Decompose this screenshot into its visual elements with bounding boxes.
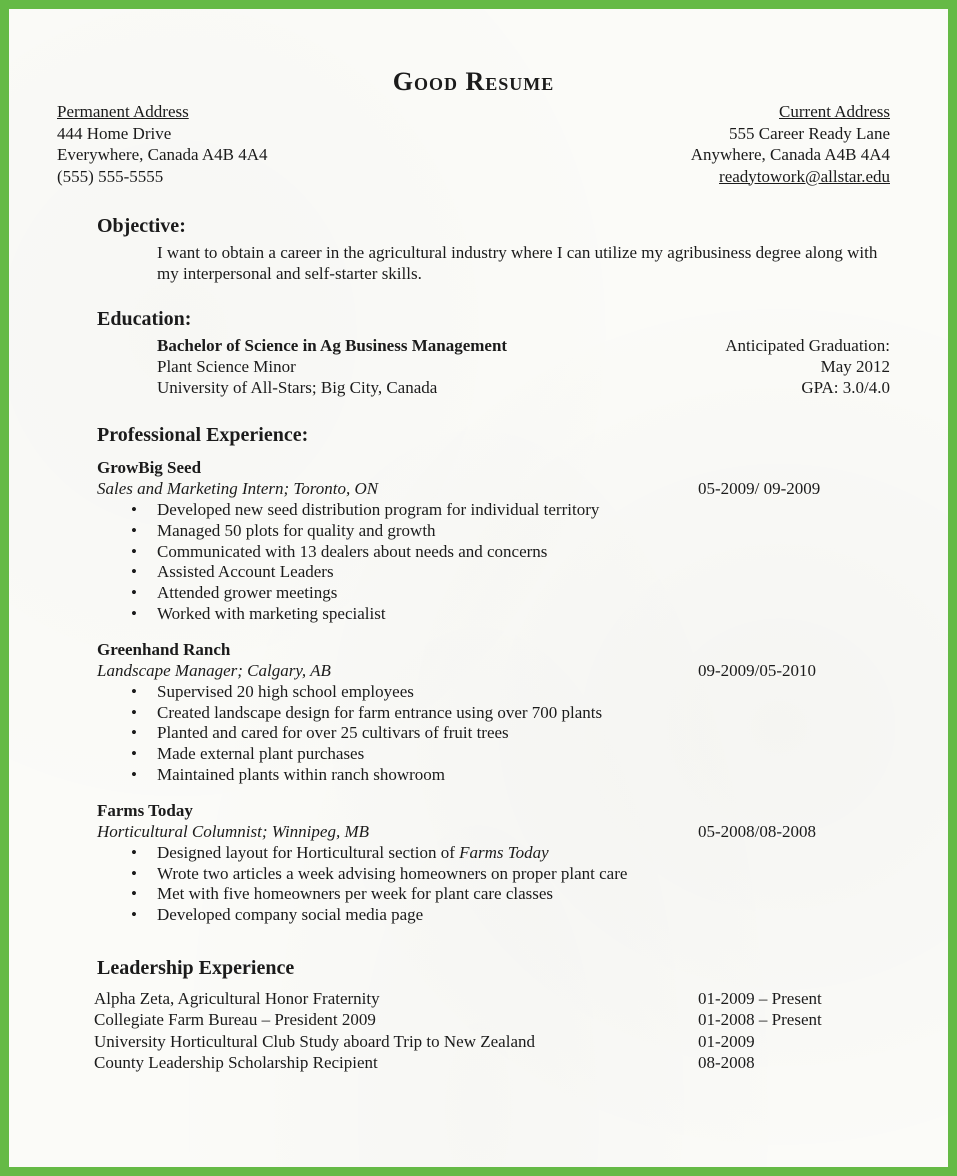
leadership-section (57, 956, 890, 1073)
leadership-item (94, 1052, 890, 1073)
job-dates: 05-2008/08-2008 (698, 821, 817, 841)
bullet-item: • Assisted Account Leaders (97, 562, 890, 583)
permanent-address-label: Permanent Address (57, 102, 189, 121)
bullet-item: • Wrote two articles a week advising homeowners on proper plant care (97, 864, 890, 885)
bullet-item: • Created landscape design for farm entrance using over 700 plants (97, 703, 890, 724)
job-bullet-list (97, 843, 890, 926)
leadership-item-date: 01-2008 – Present (698, 1010, 822, 1030)
leadership-item (94, 988, 890, 1009)
current-address (691, 101, 890, 187)
leadership-item-text: Collegiate Farm Bureau – President 2009 (94, 1010, 376, 1030)
objective-heading: Objective: (97, 215, 186, 237)
bullet-item: • Communicated with 13 dealers about needs and concerns (97, 542, 890, 563)
school: University of All-Stars; Big City, Canada (157, 378, 438, 397)
bullet-item: • Attended grower meetings (97, 583, 890, 604)
degree: Bachelor of Science in Ag Business Management (157, 336, 508, 355)
bullet-item: • Planted and cared for over 25 cultivars of fruit trees (97, 723, 890, 744)
job-entry (97, 800, 890, 926)
job-entry (97, 639, 890, 786)
objective-text: I want to obtain a career in the agricultural industry where I can utilize my agribusiness degree along with my interpersonal and self-starter skills. (157, 243, 878, 283)
job-subrow (97, 660, 890, 681)
job-bullet-list (97, 500, 890, 625)
job-role: Sales and Marketing Intern; Toronto, ON (97, 479, 379, 498)
education-details (57, 335, 890, 398)
bullet-italic-text: Farms Today (459, 842, 549, 862)
permanent-address-line: Everywhere, Canada A4B 4A4 (57, 145, 268, 164)
education-left-column (157, 335, 678, 398)
minor: Plant Science Minor (157, 357, 296, 376)
bullet-item: • Supervised 20 high school employees (97, 682, 890, 703)
bullet-item: • Developed new seed distribution program for individual territory (97, 500, 890, 521)
education-heading: Education: (97, 308, 192, 330)
gpa: GPA: 3.0/4.0 (801, 378, 890, 397)
job-company: Farms Today (97, 800, 193, 820)
job-role: Horticultural Columnist; Winnipeg, MB (97, 821, 369, 841)
leadership-item-date: 01-2009 – Present (698, 988, 822, 1008)
job-dates: 09-2009/05-2010 (698, 660, 817, 680)
graduation-label: Anticipated Graduation: (725, 336, 890, 355)
leadership-item (94, 1009, 890, 1030)
job-bullet-list (97, 682, 890, 786)
bullet-item: • Managed 50 plots for quality and growth (97, 521, 890, 542)
leadership-item-text: Alpha Zeta, Agricultural Honor Fraternity (94, 988, 380, 1008)
permanent-address-phone: (555) 555-5555 (57, 166, 164, 186)
bullet-item: • Maintained plants within ranch showroom (97, 765, 890, 786)
job-subrow (97, 821, 890, 842)
education-right-column (678, 335, 890, 398)
experience-heading: Professional Experience: (97, 424, 309, 446)
job-role: Landscape Manager; Calgary, AB (97, 660, 331, 680)
bullet-item: • Developed company social media page (97, 905, 890, 926)
current-address-label: Current Address (779, 102, 890, 121)
leadership-item-date: 01-2009 (698, 1031, 755, 1051)
page-title: Good Resume (392, 67, 555, 96)
objective-section (57, 214, 890, 284)
email-address: readytowork@allstar.edu (719, 166, 890, 186)
leadership-heading: Leadership Experience (97, 956, 295, 979)
leadership-list (94, 988, 890, 1073)
current-address-line: Anywhere, Canada A4B 4A4 (690, 145, 890, 164)
address-block (57, 101, 890, 187)
leadership-item-text: University Horticultural Club Study aboard Trip to New Zealand (94, 1031, 535, 1051)
permanent-address-line: 444 Home Drive (57, 123, 172, 143)
bullet-item: • Met with five homeowners per week for plant care classes (97, 884, 890, 905)
bullet-item (97, 843, 890, 864)
bullet-item: • Worked with marketing specialist (97, 604, 890, 625)
permanent-address (57, 101, 268, 187)
bullet-text: Designed layout for Horticultural section of (157, 842, 460, 862)
job-company: Greenhand Ranch (97, 639, 231, 659)
job-company: GrowBig Seed (97, 458, 202, 477)
education-section (57, 307, 890, 398)
leadership-item-date: 08-2008 (698, 1052, 755, 1072)
current-address-line: 555 Career Ready Lane (729, 123, 890, 143)
job-dates: 05-2009/ 09-2009 (698, 479, 821, 498)
leadership-item-text: County Leadership Scholarship Recipient (94, 1052, 378, 1072)
job-entry (97, 457, 890, 625)
bullet-item: • Made external plant purchases (97, 744, 890, 765)
job-subrow (97, 478, 890, 499)
leadership-item (94, 1031, 890, 1052)
graduation-date: May 2012 (820, 357, 890, 376)
experience-section (57, 423, 890, 926)
